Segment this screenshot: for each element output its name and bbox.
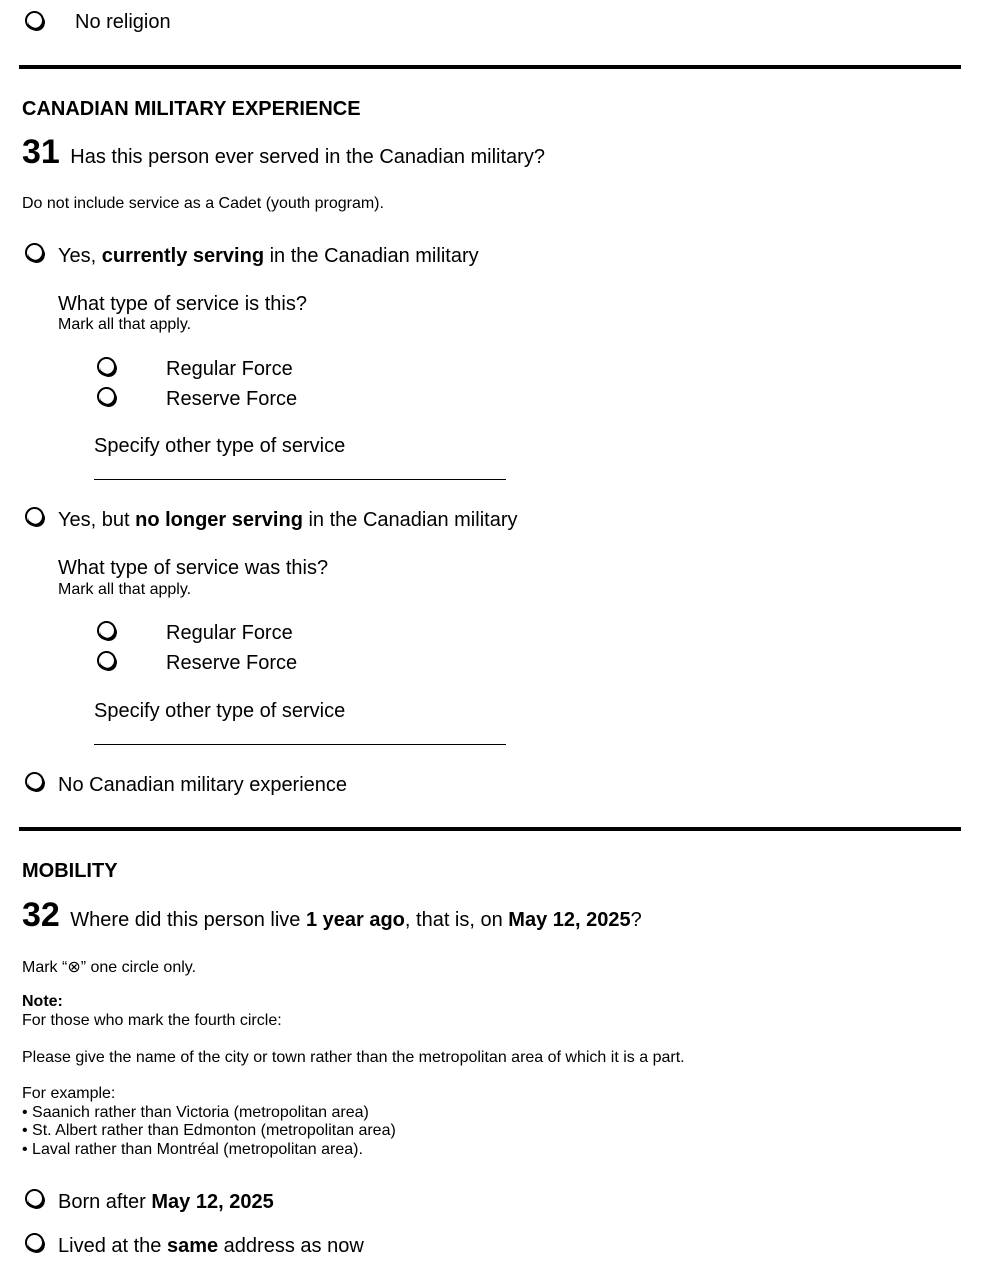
section-divider: [19, 65, 961, 69]
question-text: Has this person ever served in the Canadian military?: [70, 146, 545, 168]
current-regular-force-label: Regular Force: [166, 358, 293, 380]
no-military-radio[interactable]: [25, 772, 44, 791]
note-label: Note:: [22, 993, 63, 1010]
example-item: • St. Albert rather than Edmonton (metropolitan area): [22, 1122, 396, 1139]
currently-serving-radio[interactable]: [25, 243, 44, 262]
mark-instruction: Mark “⊗” one circle only.: [22, 959, 197, 976]
former-service-type-note: Mark all that apply.: [58, 581, 192, 598]
former-reserve-force-radio[interactable]: [97, 651, 116, 670]
former-reserve-force-label: Reserve Force: [166, 652, 298, 674]
current-specify-input[interactable]: [94, 479, 506, 480]
section-divider: [19, 827, 961, 831]
born-after-radio[interactable]: [25, 1189, 44, 1208]
section-heading-military: CANADIAN MILITARY EXPERIENCE: [22, 98, 361, 120]
note-line: For those who mark the fourth circle:: [22, 1012, 282, 1029]
service-type-note: Mark all that apply.: [58, 316, 192, 333]
current-reserve-force-label: Reserve Force: [166, 388, 298, 410]
former-service-type-question: What type of service was this?: [58, 557, 329, 579]
born-after-label: Born after May 12, 2025: [58, 1191, 274, 1213]
former-serving-label: Yes, but no longer serving in the Canadian military: [58, 509, 518, 531]
section-heading-mobility: MOBILITY: [22, 860, 118, 882]
example-item: • Laval rather than Montréal (metropolitan area).: [22, 1141, 363, 1158]
no-religion-radio[interactable]: [25, 11, 44, 30]
current-regular-force-radio[interactable]: [97, 357, 116, 376]
no-religion-label: No religion: [75, 11, 171, 33]
current-specify-label: Specify other type of service: [94, 435, 346, 457]
no-military-label: No Canadian military experience: [58, 774, 348, 796]
current-reserve-force-radio[interactable]: [97, 387, 116, 406]
question-text: Where did this person live 1 year ago, that is, on May 12, 2025?: [70, 909, 642, 931]
former-specify-input[interactable]: [94, 744, 506, 745]
question-number: 31: [22, 133, 60, 171]
former-specify-label: Specify other type of service: [94, 700, 346, 722]
question-number: 32: [22, 896, 60, 934]
currently-serving-label: Yes, currently serving in the Canadian military: [58, 245, 479, 267]
question-instruction: Do not include service as a Cadet (youth program).: [22, 195, 384, 212]
same-address-radio[interactable]: [25, 1233, 44, 1252]
former-regular-force-radio[interactable]: [97, 621, 116, 640]
same-address-label: Lived at the same address as now: [58, 1235, 364, 1257]
note-line: Please give the name of the city or town rather than the metropolitan area of which it is a part.: [22, 1049, 685, 1066]
question-31: [22, 133, 545, 172]
service-type-question: What type of service is this?: [58, 293, 307, 315]
example-item: • Saanich rather than Victoria (metropolitan area): [22, 1104, 369, 1121]
question-32: [22, 896, 642, 935]
former-regular-force-label: Regular Force: [166, 622, 293, 644]
example-intro: For example:: [22, 1085, 116, 1102]
former-serving-radio[interactable]: [25, 507, 44, 526]
